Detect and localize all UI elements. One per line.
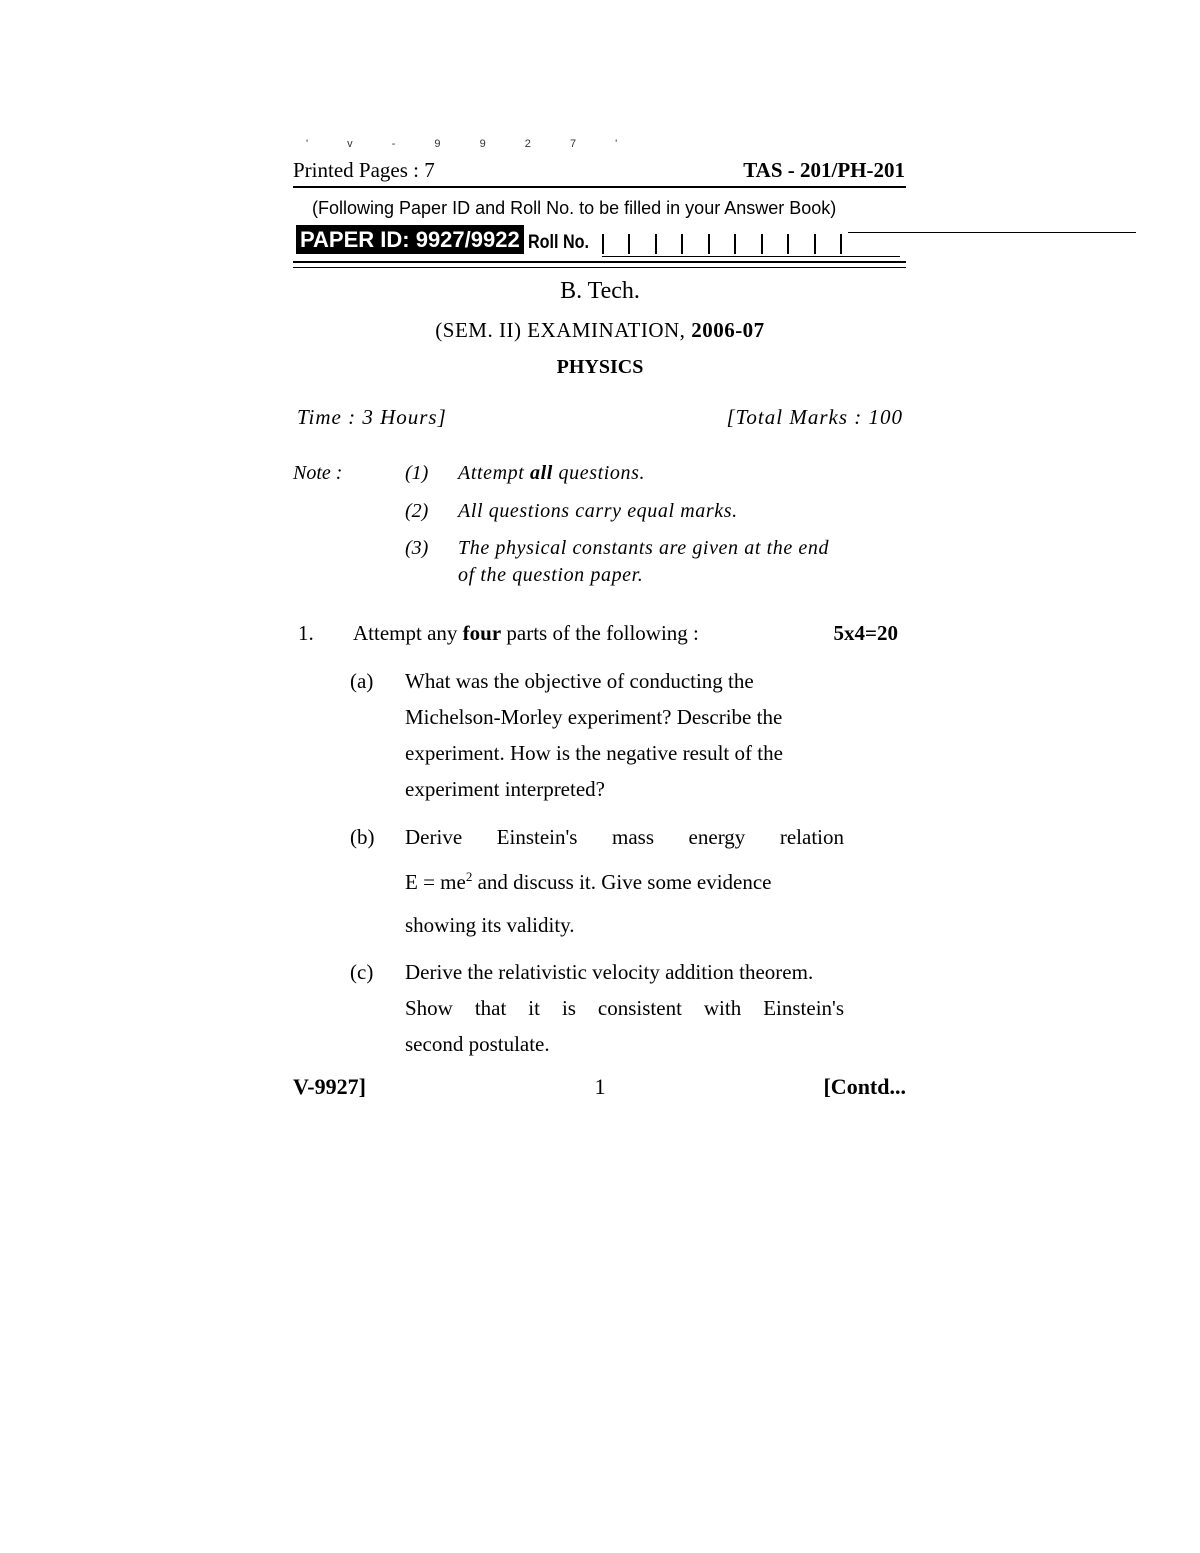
roll-box (655, 234, 657, 254)
note-text-post: questions. (552, 462, 646, 484)
part-text-rest: and discuss it. Give some evidence (472, 870, 772, 894)
header-rule-double (293, 267, 906, 268)
paper-id-label: PAPER ID: 9927/9922 (296, 225, 524, 254)
question-text-bold: four (462, 621, 502, 645)
time-label: Time : 3 Hours] (297, 405, 447, 429)
exam-prefix: (SEM. II) EXAMINATION, (435, 318, 692, 342)
roll-underline (602, 256, 900, 257)
part-text-line: Derive Einstein's mass energy relation (405, 825, 844, 849)
note-item: All questions carry equal marks. (458, 500, 738, 522)
part-text-line: experiment. How is the negative result of the (405, 741, 783, 765)
total-marks-label: [Total Marks : 100 (726, 405, 903, 429)
roll-box (761, 234, 763, 254)
equation-text: E = me (405, 870, 466, 894)
note-item (458, 462, 645, 485)
note-item-continued: of the question paper. (458, 564, 644, 586)
subject-title: PHYSICS (556, 356, 644, 378)
continued-label: [Contd... (823, 1074, 906, 1099)
header-rule (293, 186, 906, 188)
note-number: (1) (405, 462, 429, 484)
part-text-line: Derive the relativistic velocity addition theorem. (405, 960, 814, 984)
question-number: 1. (298, 621, 314, 645)
footer-code: V-9927] (293, 1074, 366, 1099)
roll-box (681, 234, 683, 254)
roll-box (602, 234, 604, 254)
question-marks: 5x4=20 (833, 621, 898, 645)
roll-no-label: Roll No. (528, 232, 590, 253)
roll-extension-line (848, 232, 1136, 233)
instruction-text: (Following Paper ID and Roll No. to be filled in your Answer Book) (312, 198, 837, 218)
degree-title: B. Tech. (560, 278, 640, 304)
part-text-line: What was the objective of conducting the (405, 669, 754, 693)
question-text (353, 621, 699, 646)
part-label: (c) (350, 960, 374, 984)
equation-exponent: 2 (465, 869, 473, 884)
course-code: TAS - 201/PH-201 (743, 158, 905, 182)
roll-box (734, 234, 736, 254)
page-number: 1 (594, 1074, 606, 1099)
part-text-line (405, 869, 772, 895)
note-number: (3) (405, 537, 429, 559)
question-text-post: parts of the following : (501, 621, 699, 645)
code-strip: ' v - 9 9 2 7 ' (306, 138, 636, 150)
exam-title (0, 318, 1200, 343)
roll-box (787, 234, 789, 254)
part-text-line: showing its validity. (405, 913, 575, 937)
part-label: (a) (350, 669, 374, 693)
part-text-line: second postulate. (405, 1032, 550, 1056)
roll-box (840, 234, 842, 254)
part-text-line: Show that it is consistent with Einstein's (405, 996, 844, 1020)
roll-box (708, 234, 710, 254)
roll-box (814, 234, 816, 254)
part-label: (b) (350, 825, 375, 849)
part-text-line: experiment interpreted? (405, 777, 605, 801)
exam-year: 2006-07 (691, 318, 765, 342)
note-label: Note : (293, 462, 343, 484)
header-rule-bottom (293, 261, 906, 263)
note-text-bold: all (530, 462, 553, 484)
note-item: The physical constants are given at the end (458, 537, 830, 559)
part-text-line: Michelson-Morley experiment? Describe the (405, 705, 783, 729)
note-number: (2) (405, 500, 429, 522)
question-text-pre: Attempt any (353, 621, 463, 645)
note-text-pre: Attempt (458, 462, 531, 484)
roll-box (628, 234, 630, 254)
printed-pages: Printed Pages : 7 (293, 158, 435, 182)
